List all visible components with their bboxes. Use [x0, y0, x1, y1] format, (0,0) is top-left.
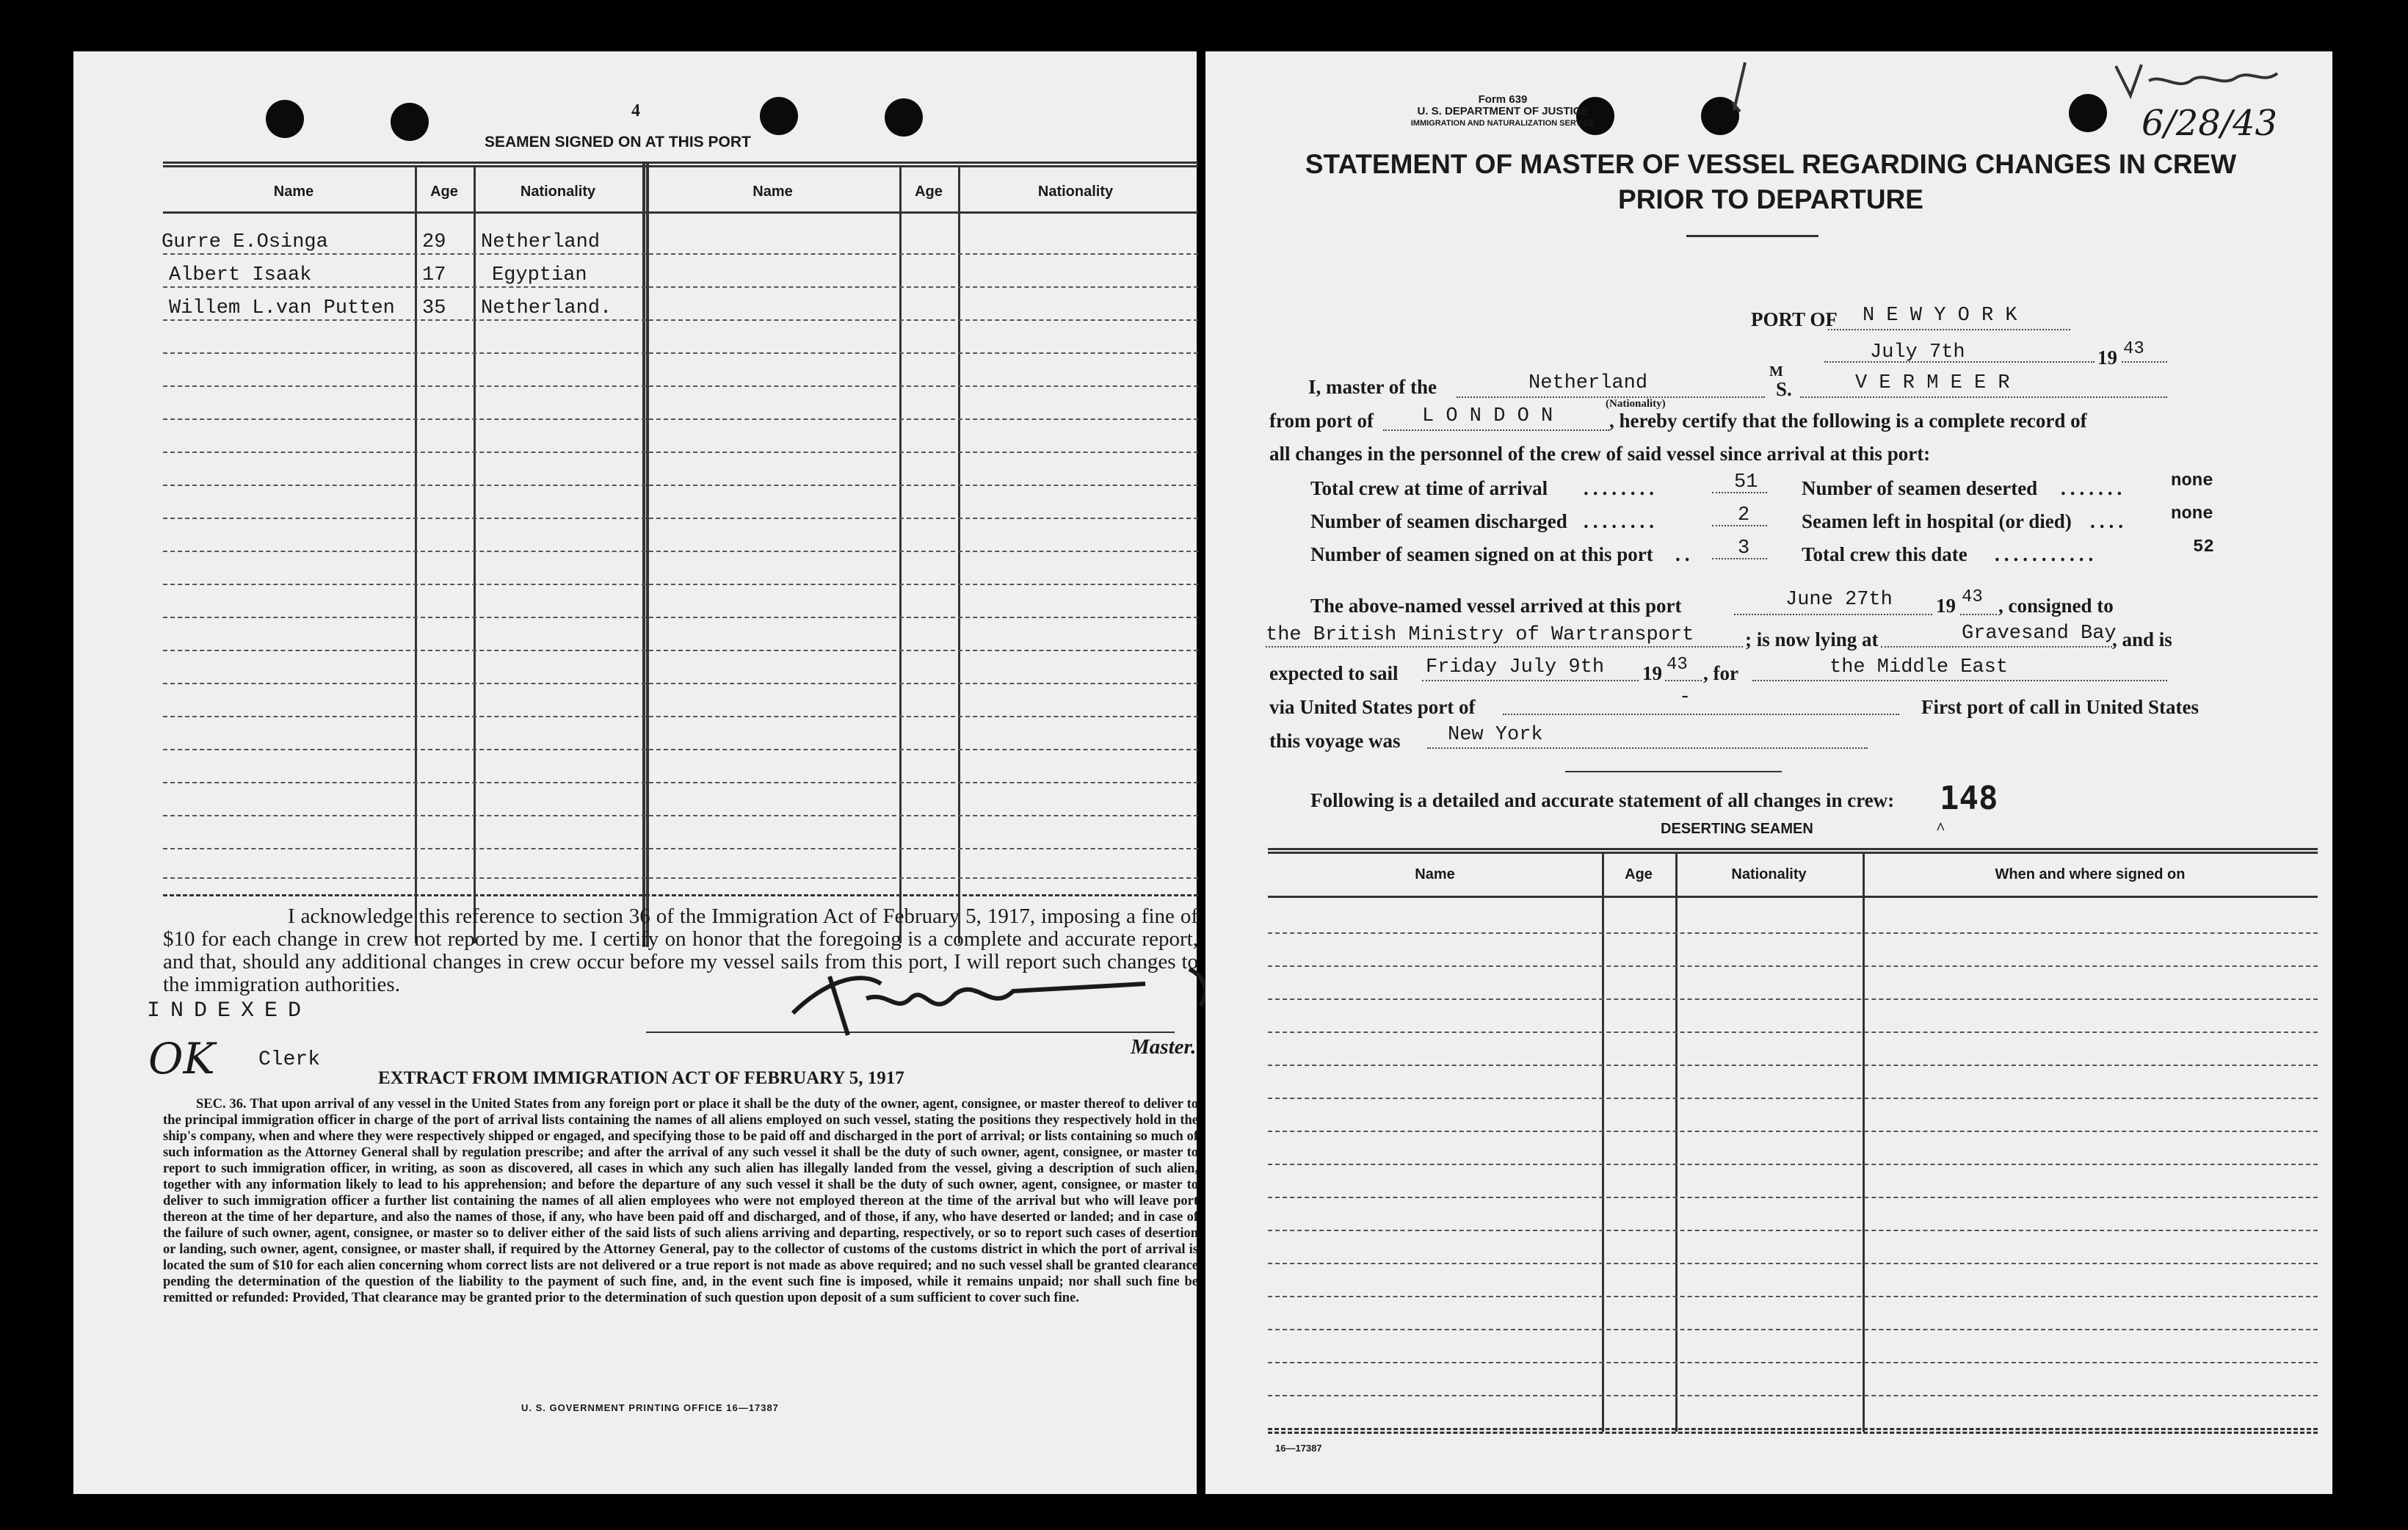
vessel-name: V E R M E E R	[1855, 372, 2010, 394]
master-signature	[778, 954, 1233, 1043]
total-crew-arrival-label: Total crew at time of arrival	[1310, 477, 1548, 499]
consignee: the British Ministry of Wartransport	[1266, 624, 1694, 646]
row-rule	[1268, 1263, 2318, 1264]
arrived-line	[1734, 614, 1932, 615]
title-line-1: STATEMENT OF MASTER OF VESSEL REGARDING CHANGES IN CREW	[1305, 149, 2237, 179]
table-top-rule	[1268, 852, 2318, 854]
row-rule	[163, 749, 1198, 750]
seaman-age: 35	[422, 297, 446, 319]
sail-year-prefix: 19	[1642, 662, 1662, 684]
expected-label: expected to sail	[1269, 662, 1399, 684]
row-rule	[1268, 965, 2318, 967]
value-line	[1712, 492, 1767, 493]
signed-on-value: 3	[1738, 537, 1750, 559]
table-bottom-rule	[163, 894, 1198, 896]
punch-hole	[266, 100, 304, 138]
file-number: 148	[1940, 780, 1998, 817]
vessel-line	[1800, 396, 2167, 398]
punch-hole	[2069, 94, 2107, 132]
column-divider	[1602, 852, 1604, 1432]
section-rule	[1565, 771, 1782, 772]
port-label: PORT OF	[1751, 308, 1838, 330]
voyage-label: this voyage was	[1269, 730, 1401, 752]
arrived-year-line	[1960, 614, 1997, 615]
column-divider	[1675, 852, 1678, 1432]
for-label: , for	[1703, 662, 1738, 684]
column-divider	[642, 162, 645, 947]
row-rule	[1268, 998, 2318, 1000]
row-rule	[163, 683, 1198, 684]
arrived-label: The above-named vessel arrived at this port	[1310, 595, 1682, 617]
lying-label: ; is now lying at	[1745, 628, 1879, 650]
column-divider	[899, 165, 902, 943]
row-rule	[163, 319, 1198, 321]
destination-line	[1752, 680, 2167, 681]
sail-date-line	[1422, 680, 1639, 681]
leader-dots: ........	[1584, 510, 1658, 532]
header-age: Age	[430, 184, 458, 200]
caret-mark: ^	[1936, 819, 1945, 837]
hospital-value: none	[2171, 504, 2213, 524]
handwritten-date: 6/28/43	[2142, 103, 2278, 144]
total-crew-date-label: Total crew this date	[1802, 543, 1968, 565]
hospital-label: Seamen left in hospital (or died)	[1802, 510, 2072, 532]
row-rule	[1268, 932, 2318, 934]
row-rule	[163, 385, 1198, 387]
value-line	[1712, 525, 1767, 526]
total-crew-arrival-value: 51	[1734, 471, 1758, 493]
punch-hole	[391, 103, 429, 141]
row-rule	[1268, 1230, 2318, 1231]
clerk-initials: OK	[148, 1034, 215, 1084]
seaman-name: Gurre E.Osinga	[162, 231, 328, 253]
row-rule	[1268, 1065, 2318, 1066]
header-age: Age	[915, 184, 943, 200]
lying-at: Gravesand Bay	[1962, 623, 2117, 645]
leader-dots: .......	[2061, 477, 2127, 499]
seaman-age: 29	[422, 231, 446, 253]
leader-dots: ..	[1675, 543, 1694, 565]
via-value: -	[1679, 686, 1691, 708]
column-divider	[474, 165, 476, 943]
header-nationality: Nationality	[1037, 184, 1114, 200]
row-rule	[1268, 1197, 2318, 1198]
header-when-where: When and where signed on	[1995, 866, 2186, 882]
department-name: U. S. DEPARTMENT OF JUSTICE	[1417, 105, 1589, 117]
table-bottom-rule	[1268, 1432, 2318, 1434]
form-title	[1227, 147, 2314, 217]
row-rule	[163, 452, 1198, 453]
master-label: I, master of the	[1308, 376, 1437, 398]
year-value: 43	[2123, 339, 2144, 359]
ms-prefix: M	[1769, 363, 1783, 380]
row-rule	[163, 782, 1198, 783]
seaman-nationality: Netherland.	[481, 297, 612, 319]
table-top-rule	[163, 162, 1198, 164]
discharged-value: 2	[1738, 504, 1750, 526]
arrived-date: June 27th	[1785, 589, 1893, 611]
footer-print: 16—17387	[1275, 1443, 1322, 1454]
lying-line	[1881, 646, 2112, 648]
row-rule	[163, 485, 1198, 486]
deserted-label: Number of seamen deserted	[1802, 477, 2038, 499]
column-divider	[415, 165, 417, 943]
row-rule	[1268, 1164, 2318, 1165]
row-rule	[1268, 1296, 2318, 1297]
report-date: July 7th	[1870, 341, 1965, 363]
row-rule	[1268, 1329, 2318, 1330]
seaman-age: 17	[422, 264, 446, 286]
pencil-mark	[1719, 59, 1763, 117]
seaman-name: Willem L.van Putten	[169, 297, 395, 319]
deserted-value: none	[2171, 471, 2213, 491]
row-rule	[163, 518, 1198, 519]
punch-hole	[760, 97, 798, 135]
row-rule	[163, 716, 1198, 717]
consignee-line	[1266, 646, 1743, 648]
sail-year-line	[1665, 680, 1702, 681]
voyage-value: New York	[1448, 724, 1543, 746]
year-prefix: 19	[2097, 347, 2117, 369]
extract-title: EXTRACT FROM IMMIGRATION ACT OF FEBRUARY 5, 1917	[378, 1068, 904, 1088]
port-line	[1828, 329, 2070, 330]
header-nationality: Nationality	[520, 184, 596, 200]
row-rule	[163, 815, 1198, 816]
certify-text: , hereby certify that the following is a complete record of	[1609, 410, 2087, 432]
row-rule	[163, 551, 1198, 552]
all-changes-text: all changes in the personnel of the crew of said vessel since arrival at this port:	[1269, 443, 1931, 465]
acknowledgment-text: I acknowledge this reference to section 36 of the Immigration Act of February 5, 1917, imposing a fine of $10 for each change in crew not reported by me. I certify on honor that the foregoing is a complete and accurate report, and that, should any additional changes in crew occur before my vessel sails from this port, I will report such changes to the immigration authorities.	[163, 904, 1198, 996]
discharged-label: Number of seamen discharged	[1310, 510, 1567, 532]
column-divider	[1863, 852, 1865, 1432]
handwritten-scrawl	[2112, 59, 2281, 103]
deserting-title: DESERTING SEAMEN	[1661, 821, 1813, 837]
nationality-value: Netherland	[1528, 372, 1648, 394]
seaman-nationality: Netherland	[481, 231, 601, 253]
value-line	[1712, 558, 1767, 559]
row-rule	[163, 877, 1198, 879]
form-number: Form 639	[1478, 93, 1528, 106]
seaman-nationality: Egyptian	[492, 264, 587, 286]
first-port-label: First port of call in United States	[1921, 696, 2199, 718]
header-nationality: Nationality	[1731, 866, 1807, 882]
page-number: 4	[631, 101, 640, 120]
row-rule	[163, 848, 1198, 849]
total-crew-date-value: 52	[2193, 537, 2214, 557]
form-page-left	[73, 51, 1197, 1494]
leader-dots: ........	[1584, 477, 1658, 499]
row-rule	[163, 253, 1198, 255]
table-top-rule	[163, 165, 1198, 167]
from-port-value: L O N D O N	[1422, 405, 1553, 427]
column-divider	[646, 162, 649, 947]
row-rule	[1268, 1395, 2318, 1396]
consigned-label: , consigned to	[1998, 595, 2114, 617]
row-rule	[1268, 1131, 2318, 1132]
section-title: SEAMEN SIGNED ON AT THIS PORT	[485, 134, 751, 151]
indexed-stamp: INDEXED	[147, 998, 312, 1023]
footer-print: U. S. GOVERNMENT PRINTING OFFICE 16—17387	[521, 1402, 779, 1413]
from-port-label: from port of	[1269, 410, 1374, 432]
clerk-label: Clerk	[258, 1048, 321, 1071]
row-rule	[1268, 1362, 2318, 1363]
sail-date: Friday July 9th	[1426, 656, 1605, 678]
from-port-line	[1383, 429, 1609, 431]
seaman-name: Albert Isaak	[169, 264, 312, 286]
master-label: Master.	[1131, 1035, 1197, 1059]
row-rule	[1268, 1098, 2318, 1099]
column-divider	[958, 165, 960, 943]
signed-on-label: Number of seamen signed on at this port	[1310, 543, 1653, 565]
row-rule	[163, 650, 1198, 651]
via-line	[1503, 714, 1899, 715]
extract-text: SEC. 36. That upon arrival of any vessel in the United States from any foreign port or place it shall be the duty of the owner, agent, consignee, or master thereof to deliver to the principal immigration officer in charge of the port of arrival lists containing the names of all aliens employed on such vessel, stating the positions they respectively hold in the ship's company, when and where they were respectively shipped or engaged, and specifying those to be paid off and discharged in the port of arrival; or lists containing so much of such information as the Attorney General shall by regulation prescribe; and after the arrival of any such vessel it shall be the duty of such owner, agent, consignee, or master to report to such immigration officer, in writing, as soon as discovered, all cases in which any such alien has illegally landed from the vessel, giving a description of such alien, together with any information likely to lead to his apprehension; and before the departure of any such vessel it shall be the duty of such owner, agent, consignee, or master to deliver to such immigration officer a further list containing the names of all alien employees who were not employed thereon at the time of the arrival but who will leave port thereon at the time of her departure, and also the names of those, if any, who have been paid off and discharged, and of those, if any, who have deserted or landed; and in case of the failure of such owner, agent, consignee, or master so to deliver either of the said lists of such aliens arriving and departing, respectively, or so to report such cases of desertion or landing, such owner, agent, consignee, or master shall, if required by the Attorney General, pay to the collector of customs of the customs district in which the port of arrival is located the sum of $10 for each alien concerning whom correct lists are not delivered or a true report is not made as above required; and no such vessel shall be granted clearance pending the determination of the question of the liability to the payment of such fine, and, in the event such fine is imposed, while it remains unpaid; nor shall such fine be remitted or refunded: Provided, That clearance may be granted prior to the determination of such question upon deposit of a sum sufficient to cover such fine.	[163, 1097, 1198, 1305]
row-rule	[163, 286, 1198, 288]
arrived-year-prefix: 19	[1936, 595, 1956, 617]
leader-dots: ...........	[1995, 543, 2098, 565]
row-rule	[163, 352, 1198, 354]
header-name: Name	[273, 184, 314, 200]
destination: the Middle East	[1829, 656, 2009, 678]
service-name: IMMIGRATION AND NATURALIZATION SERVICE	[1410, 119, 1595, 128]
header-name: Name	[752, 184, 793, 200]
table-header-rule	[163, 211, 1198, 214]
port-value: N E W Y O R K	[1863, 305, 2017, 327]
and-is-label: , and is	[2112, 628, 2172, 650]
form-page-right	[1205, 51, 2332, 1494]
title-rule	[1686, 235, 1818, 237]
row-rule	[1268, 1032, 2318, 1033]
table-bottom-rule	[1268, 1428, 2318, 1430]
via-label: via United States port of	[1269, 696, 1476, 718]
header-name: Name	[1415, 866, 1455, 882]
table-top-rule	[1268, 848, 2318, 850]
nationality-caption: (Nationality)	[1606, 398, 1666, 410]
voyage-line	[1427, 747, 1868, 749]
table-header-rule	[1268, 896, 2318, 898]
form-header	[1371, 94, 1635, 129]
punch-hole	[885, 98, 923, 137]
header-age: Age	[1625, 866, 1653, 882]
title-line-2: PRIOR TO DEPARTURE	[1618, 184, 1923, 214]
ss-label: S.	[1776, 378, 1792, 400]
row-rule	[163, 617, 1198, 618]
row-rule	[163, 418, 1198, 420]
following-text: Following is a detailed and accurate statement of all changes in crew:	[1310, 789, 1895, 811]
year-line	[2122, 361, 2167, 363]
row-rule	[163, 584, 1198, 585]
arrived-year: 43	[1962, 587, 1983, 607]
sail-year: 43	[1667, 655, 1688, 675]
date-line	[1824, 361, 2095, 363]
leader-dots: ....	[2090, 510, 2128, 532]
